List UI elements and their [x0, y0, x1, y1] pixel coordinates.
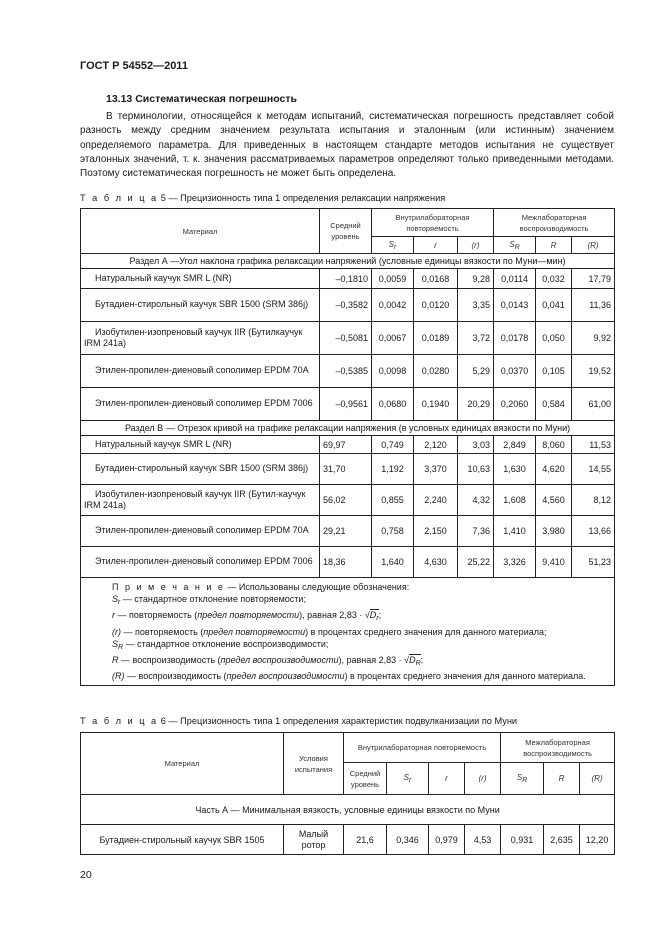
t5-section-b: Раздел В — Отрезок кривой на графике релаксации напряжения (в условных единицах вязкости по Муни) [81, 421, 615, 436]
table-row: Изобутилен-изопреновый каучук IIR (Бутил-каучук IRM 241a) 56,02 0,855 2,240 4,32 1,608 4,560 8,12 [81, 485, 615, 516]
table-row: Этилен-пропилен-диеновый сополимер EPDM 7006 –0,9561 0,0680 0,1940 20,29 0,2060 0,584 61,00 [81, 388, 615, 421]
table-row: Изобутилен-изопреновый каучук IIR (Бутилкаучук IRM 241a) –0,5081 0,0067 0,0189 3,72 0,0178 0,050 9,92 [81, 322, 615, 355]
t6-head-between: Межлабораторная воспроизводимость [501, 733, 615, 763]
t6-head-sR: SR [501, 763, 544, 795]
table-row: Бутадиен-стирольный каучук SBR 1505 Малый ротор 21,6 0,346 0,979 4,53 0,931 2,635 12,20 [81, 825, 615, 855]
table-row: Натуральный каучук SMR L (NR) 69,97 0,749 2,120 3,03 2,849 8,060 11,53 [81, 436, 615, 454]
document-header: ГОСТ Р 54552—2011 [80, 60, 188, 72]
t5-head-between: Межлабораторная воспроизводимость [494, 209, 615, 237]
t5-head-material: Материал [81, 209, 320, 254]
t5-section-a: Раздел А —Угол наклона графика релаксации напряжений (условные единицы вязкости по Муни—мин) [81, 254, 615, 269]
t6-head-material: Материал [81, 733, 284, 795]
t6-head-sr: Sr [387, 763, 429, 795]
table-row: Бутадиен-стирольный каучук SBR 1500 (SRM 386j) –0,3582 0,0042 0,0120 3,35 0,0143 0,041 11,36 [81, 289, 615, 322]
t5-head-within: Внутрилабораторная повторяемость [372, 209, 494, 237]
t6-head-r: r [429, 763, 465, 795]
t6-head-avg: Средний уровень [344, 763, 387, 795]
t5-head-r: r [414, 237, 458, 254]
table-row: Натуральный каучук SMR L (NR) –0,1810 0,0059 0,0168 9,28 0,0114 0,032 17,79 [81, 269, 615, 289]
paragraph-text: В терминологии, относящейся к методам испытаний, систематическая погрешность представляет собой разность между средним значением результата испытания и эталонным (или истинным) значением определяемого параметра. Для приведенных в настоящем стандарте методов испытания не существует эталонных значений, т. к. значения рассматриваемых параметров определяют только приведенными методами. Поэтому систематическая погрешность не может быть определена. [80, 111, 614, 180]
section-paragraph [80, 110, 614, 181]
t5-head-sR: SR [494, 237, 536, 254]
t5-note: П р и м е ч а н и е — Использованы следующие обозначения: $S_r$ — стандартное отклонение повторяемости; r — повторяемость (предел повторяемости), равная $2,83 \cdot √D_r$; (r) — повторяемость (предел повторяемости) в процентах среднего значения для данного материала; $S_R$ — стандартное отклонение воспроизводимости; R — воспроизводимость (предел воспроизводимости), равная $2,83 \cdot √D_R$; (R) — воспроизводимость (предел воспроизводимости) в процентах среднего значения для данного материала. [81, 578, 615, 686]
t6-head-cond: Условия испытания [284, 733, 344, 795]
table5-caption: Т а б л и ц а 5 — Прецизионность типа 1 определения релаксации напряжения [80, 193, 446, 203]
t6-part-a: Часть А — Минимальная вязкость, условные единицы вязкости по Муни [81, 795, 615, 825]
section-title: 13.13 Систематическая погрешность [106, 93, 297, 105]
table-row: Бутадиен-стирольный каучук SBR 1500 (SRM 386j) 31,70 1,192 3,370 10,63 1,630 4,620 14,55 [81, 454, 615, 485]
table6-caption: Т а б л и ц а 6 — Прецизионность типа 1 определения характеристик подвулканизации по Муни [80, 716, 518, 726]
t5-head-R: R [536, 237, 572, 254]
sqrt-icon: √ [364, 610, 370, 621]
t5-head-sr: Sr [372, 237, 414, 254]
t6-head-R: R [544, 763, 580, 795]
table-row: Этилен-пропилен-диеновый сополимер EPDM 70A 29,21 0,758 2,150 7,36 1,410 3,980 13,66 [81, 516, 615, 547]
t5-head-Rp: (R) [572, 237, 615, 254]
page-number: 20 [80, 869, 92, 881]
t6-head-within: Внутрилабораторная повторяемость [344, 733, 501, 763]
t5-head-rp: (r) [458, 237, 494, 254]
table5 [80, 208, 615, 686]
table6 [80, 732, 615, 855]
t5-head-avg: Средний уровень [320, 209, 372, 254]
table-row: Этилен-пропилен-диеновый сополимер EPDM 7006 18,36 1,640 4,630 25,22 3,326 9,410 51,23 [81, 547, 615, 578]
table-row: Этилен-пропилен-диеновый сополимер EPDM 70A –0,5385 0,0098 0,0280 5,29 0,0370 0,105 19,52 [81, 355, 615, 388]
t6-head-Rp: (R) [580, 763, 615, 795]
t6-head-rp: (r) [465, 763, 501, 795]
sqrt-icon: √ [404, 655, 410, 666]
